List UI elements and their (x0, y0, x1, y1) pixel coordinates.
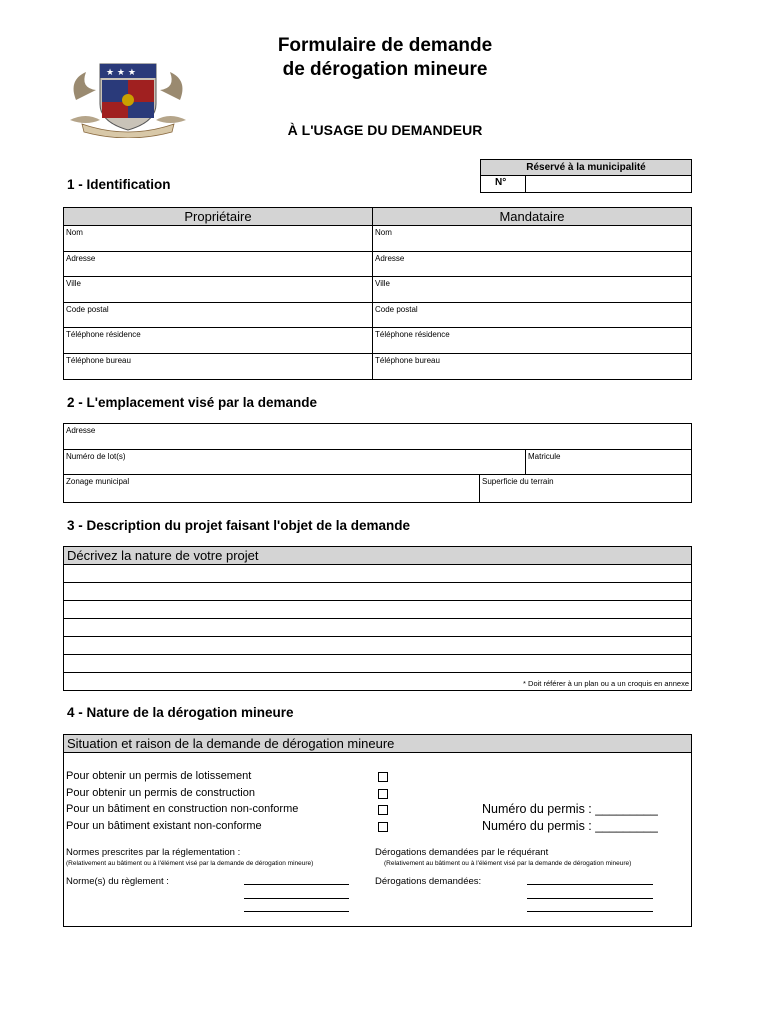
owner-field-ville[interactable] (63, 276, 373, 303)
title-line-1: Formulaire de demande (277, 35, 493, 56)
lot-number-label: Numéro de lot(s) (66, 452, 126, 461)
agent-field-label: Nom (375, 228, 392, 237)
owner-field-nom[interactable] (63, 225, 373, 252)
owner-field-label: Ville (66, 279, 81, 288)
permit-number-field-1[interactable]: Numéro du permis : _________ (482, 802, 658, 816)
derogation-situation-header: Situation et raison de la demande de dérogation mineure (63, 734, 692, 753)
norms-subtitle: (Relativement au bâtiment ou à l'élément visé par la demande de dérogation mineure) (66, 860, 314, 867)
option-lotissement-label: Pour obtenir un permis de lotissement (66, 770, 252, 782)
zoning-field[interactable] (63, 474, 480, 503)
description-line[interactable] (63, 673, 692, 691)
matricule-label: Matricule (528, 452, 561, 461)
owner-field-code-postal[interactable] (63, 302, 373, 328)
location-address-field[interactable] (63, 423, 692, 450)
agent-field-label: Téléphone bureau (375, 356, 440, 365)
land-area-label: Superficie du terrain (482, 477, 554, 486)
land-area-field[interactable] (479, 474, 692, 503)
section3-heading: 3 - Description du projet faisant l'objet de la demande (67, 518, 411, 533)
agent-field-ville[interactable] (372, 276, 692, 303)
municipality-number-label: N° (480, 175, 526, 193)
subtitle: À L'USAGE DU DEMANDEUR (287, 122, 483, 138)
agent-header: Mandataire (372, 207, 692, 226)
owner-field-adresse[interactable] (63, 251, 373, 277)
option-batiment-construction-label: Pour un bâtiment en construction non-conforme (66, 803, 299, 815)
project-description-header: Décrivez la nature de votre projet (63, 546, 692, 565)
derogations-title: Dérogations demandées par le réquérant (375, 847, 549, 858)
agent-field-tel-residence[interactable] (372, 327, 692, 354)
norms-line[interactable] (244, 911, 349, 912)
owner-field-label: Code postal (66, 305, 109, 314)
owner-field-tel-residence[interactable] (63, 327, 373, 354)
section4-heading: 4 - Nature de la dérogation mineure (67, 705, 294, 720)
checkbox-batiment-existant[interactable] (378, 822, 388, 832)
section2-heading: 2 - L'emplacement visé par la demande (67, 395, 318, 410)
owner-field-label: Téléphone résidence (66, 330, 141, 339)
derogations-subtitle: (Relativement au bâtiment ou à l'élément visé par la demande de dérogation mineure) (384, 860, 632, 867)
derogations-line[interactable] (527, 884, 653, 885)
description-line[interactable] (63, 565, 692, 583)
municipality-number-field[interactable] (525, 175, 692, 193)
norms-line[interactable] (244, 884, 349, 885)
form-title (230, 34, 540, 82)
norms-title: Normes prescrites par la réglementation : (66, 847, 241, 858)
derogations-label: Dérogations demandées: (375, 876, 482, 887)
municipality-box-title: Réservé à la municipalité (480, 159, 692, 176)
owner-field-label: Téléphone bureau (66, 356, 131, 365)
option-batiment-existant-label: Pour un bâtiment existant non-conforme (66, 820, 262, 832)
agent-field-label: Code postal (375, 305, 418, 314)
norms-line[interactable] (244, 898, 349, 899)
agent-field-label: Ville (375, 279, 390, 288)
agent-field-code-postal[interactable] (372, 302, 692, 328)
owner-field-tel-bureau[interactable] (63, 353, 373, 380)
description-line[interactable] (63, 655, 692, 673)
coat-of-arms-logo (66, 60, 190, 138)
svg-text:★ ★ ★: ★ ★ ★ (106, 68, 136, 78)
norms-label: Norme(s) du règlement : (66, 876, 169, 887)
agent-field-label: Téléphone résidence (375, 330, 450, 339)
description-line[interactable] (63, 619, 692, 637)
owner-field-label: Nom (66, 228, 83, 237)
agent-field-adresse[interactable] (372, 251, 692, 277)
permit-number-field-2[interactable]: Numéro du permis : _________ (482, 819, 658, 833)
agent-field-label: Adresse (375, 254, 405, 263)
section1-heading: 1 - Identification (67, 177, 171, 192)
owner-header: Propriétaire (63, 207, 373, 226)
description-line[interactable] (63, 583, 692, 601)
lot-number-field[interactable] (63, 449, 526, 475)
title-line-2: de dérogation mineure (282, 59, 488, 80)
zoning-label: Zonage municipal (66, 477, 130, 486)
owner-field-label: Adresse (66, 254, 96, 263)
matricule-field[interactable] (525, 449, 692, 475)
option-construction-label: Pour obtenir un permis de construction (66, 787, 255, 799)
checkbox-lotissement[interactable] (378, 772, 388, 782)
agent-field-nom[interactable] (372, 225, 692, 252)
checkbox-construction[interactable] (378, 789, 388, 799)
checkbox-batiment-construction[interactable] (378, 805, 388, 815)
description-line[interactable] (63, 601, 692, 619)
derogations-line[interactable] (527, 911, 653, 912)
derogations-line[interactable] (527, 898, 653, 899)
description-line[interactable] (63, 637, 692, 655)
annex-note: * Doit référer à un plan ou a un croquis en annexe (523, 679, 689, 688)
location-address-label: Adresse (66, 426, 96, 435)
agent-field-tel-bureau[interactable] (372, 353, 692, 380)
